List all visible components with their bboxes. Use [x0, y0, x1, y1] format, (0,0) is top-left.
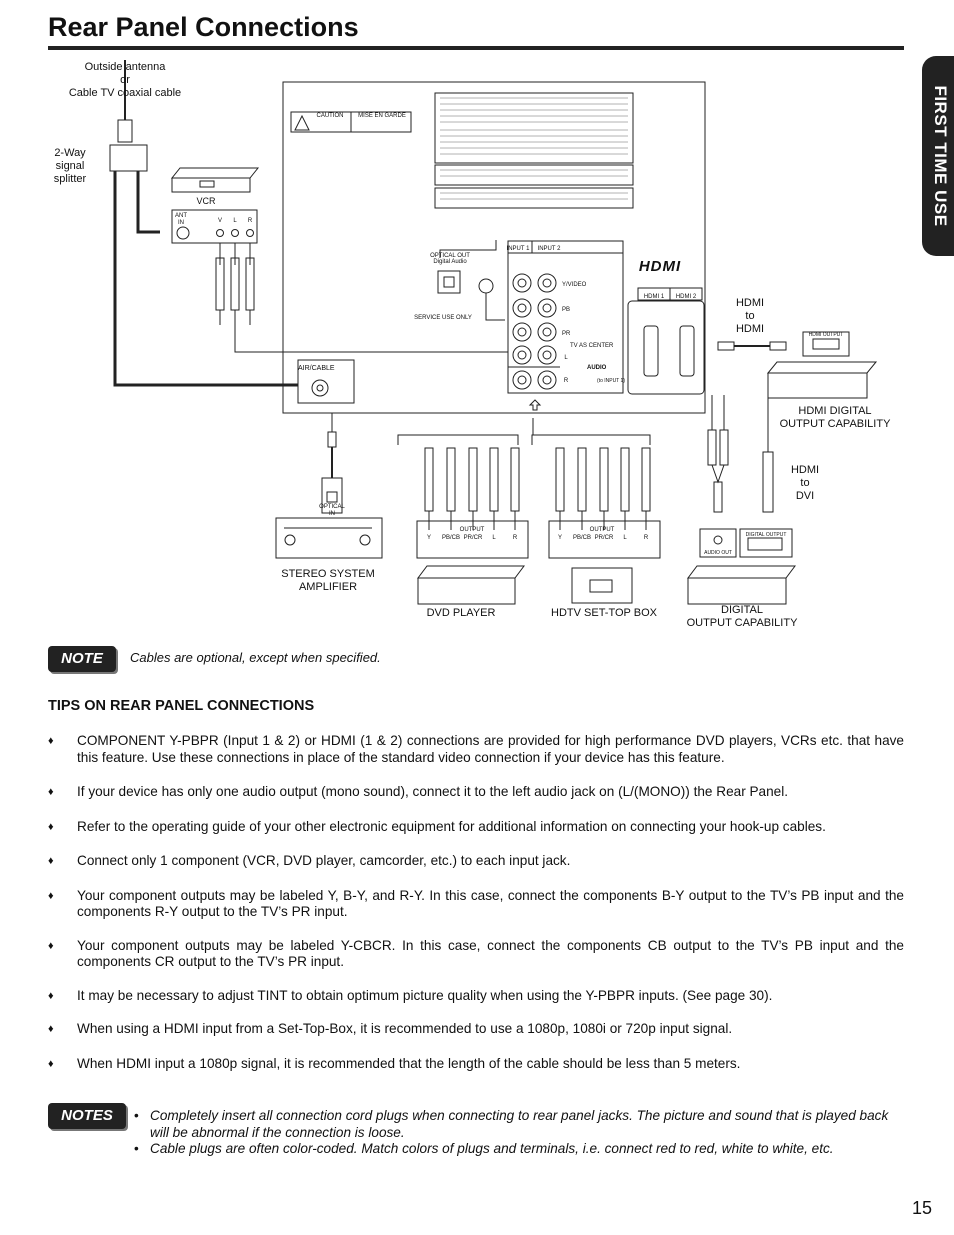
dvd-jack-pr: PR/CR — [463, 535, 483, 541]
title-rule — [48, 46, 904, 50]
hdtv-box-label: HDTV SET-TOP BOX — [551, 607, 657, 619]
optical-out-jack — [438, 271, 460, 293]
dvd-jack-y: Y — [426, 535, 431, 541]
hdtv-jack-pr: PR/CR — [594, 535, 614, 541]
side-tab-label: FIRST TIME USE — [931, 85, 950, 227]
hdmi-to-dvi-3: DVI — [795, 490, 815, 502]
hdmi-digital-cap-1: HDMI DIGITAL — [798, 405, 872, 417]
antenna-label-2: or — [120, 74, 130, 86]
dvd-player — [418, 566, 524, 578]
tips-list — [48, 733, 904, 1072]
service-use-only-label: SERVICE USE ONLY — [414, 315, 472, 321]
vcr-l-label: L — [233, 218, 237, 224]
dvd-player-label: DVD PLAYER — [426, 607, 496, 619]
antenna-label-1: Outside antenna — [84, 61, 166, 73]
hdmi-port-2 — [680, 326, 694, 376]
vcr-ant-in-1: ANT — [175, 213, 187, 219]
note-text: Cables are optional, except when specified. — [130, 650, 381, 665]
digital-output-label: DIGITAL OUTPUT — [745, 532, 787, 538]
notes-list — [134, 1108, 904, 1158]
hdmi-to-dvi-2: to — [800, 477, 810, 489]
tips-heading: TIPS ON REAR PANEL CONNECTIONS — [48, 698, 315, 714]
hdmi2-label: HDMI 2 — [675, 294, 697, 300]
tip-item: ♦ Your component outputs may be labeled Y, B-Y, and R-Y. In this case, connect the components B-Y output to the TV’s PB input and the components R-Y output to the TV’s PR input. — [48, 888, 904, 921]
input1-label: INPUT 1 — [506, 246, 530, 252]
splitter-label-2: signal — [55, 160, 85, 172]
audio-r-label: R — [563, 378, 569, 384]
dvd-jack-r: R — [512, 535, 518, 541]
hdmi1-label: HDMI 1 — [643, 294, 665, 300]
splitter-label-1: 2-Way — [54, 147, 86, 159]
diagram-drawing — [0, 55, 954, 640]
dvd-jack-pb: PB/CB — [441, 535, 460, 541]
tip-item: ♦ When using a HDMI input from a Set-Top-Box, it is recommended to use a 1080p, 1080i or 720p input signal. — [48, 1021, 904, 1038]
dvd-cables — [425, 448, 519, 530]
hdtv-jack-y: Y — [557, 535, 562, 541]
notes-item: • Completely insert all connection cord plugs when connecting to rear panel jacks. The picture and sound that is played back will be abnormal if the connection is loose. — [134, 1108, 904, 1141]
tip-item: ♦ When HDMI input a 1080p signal, it is recommended that the length of the cable should be less than 5 meters. — [48, 1056, 904, 1073]
notes-item: • Cable plugs are often color-coded. Match colors of plugs and terminals, i.e. connect red to red, white to white, etc. — [134, 1141, 904, 1158]
tip-item: ♦ COMPONENT Y-PBPR (Input 1 & 2) or HDMI (1 & 2) connections are provided for high performance DVD players, VCRs etc. that have this feature. Use these connections in place of the standard video connection if your device has this feature. — [48, 733, 904, 766]
input2-label: INPUT 2 — [537, 246, 561, 252]
audio-out-label: AUDIO OUT — [704, 550, 732, 556]
splitter-label-3: splitter — [53, 173, 87, 185]
service-jack — [479, 279, 493, 293]
tv-as-center-label: TV AS CENTER — [570, 343, 614, 349]
hdtv-box — [572, 568, 632, 603]
tip-item: ♦ If your device has only one audio output (mono sound), connect it to the left audio jack on (L/(MONO)) the Rear Panel. — [48, 784, 904, 801]
antenna-label-3: Cable TV coaxial cable — [68, 87, 182, 99]
pb-label: PB — [562, 307, 571, 313]
audio-label: AUDIO — [587, 365, 607, 371]
vcr-ant-in-2: IN — [178, 220, 184, 226]
dolby-text-box — [435, 165, 633, 185]
hdmi-output-label: HDMI OUTPUT — [808, 332, 844, 338]
hdmi-port-1 — [644, 326, 658, 376]
dvd-jack-l: L — [492, 535, 496, 541]
hdmi-panel — [628, 301, 704, 394]
warning-text-box — [435, 93, 633, 163]
hdtv-jack-r: R — [643, 535, 649, 541]
hdmi-device — [768, 362, 876, 373]
amplifier — [276, 518, 382, 558]
digital-cap-2: OUTPUT CAPABILITY — [686, 617, 798, 629]
air-cable-label: AIR/CABLE — [298, 365, 335, 372]
hdmi-digital-cap-2: OUTPUT CAPABILITY — [779, 418, 891, 430]
notes-badge: NOTES — [48, 1103, 126, 1129]
tip-item: ♦ Your component outputs may be labeled Y-CBCR. In this case, connect the components CB output to the TV’s PB input and the components CR output to the TV’s PR input. — [48, 938, 904, 971]
dolby-fr-text-box — [435, 188, 633, 208]
splitter — [110, 145, 147, 171]
hdmi-to-dvi-1: HDMI — [790, 464, 820, 476]
hdtv-cables — [556, 448, 650, 530]
optical-in-2: IN — [329, 511, 335, 517]
caution-text: CAUTION — [316, 113, 344, 119]
hdmi-logo: HDMI — [638, 258, 682, 275]
hdmi-to-hdmi-3: HDMI — [735, 323, 765, 335]
stereo-label-2: AMPLIFIER — [298, 581, 358, 593]
hdtv-jack-l: L — [623, 535, 627, 541]
vcr-v-label: V — [217, 218, 222, 224]
hdtv-jack-pb: PB/CB — [572, 535, 591, 541]
audio-l-label: L — [564, 355, 568, 361]
page-title: Rear Panel Connections — [48, 12, 359, 42]
to-input1-label: (to INPUT 1) — [597, 378, 625, 384]
hdmi-to-hdmi-2: to — [745, 310, 755, 322]
tip-item: ♦ Refer to the operating guide of your other electronic equipment for additional information on connecting your hook-up cables. — [48, 819, 904, 836]
digital-device — [688, 566, 795, 578]
digital-audio-label: Digital Audio — [433, 259, 467, 265]
stereo-label-1: STEREO SYSTEM — [281, 568, 375, 580]
mise-en-garde-text: MISE EN GARDE — [358, 113, 406, 119]
vcr-device — [172, 168, 258, 178]
vcr-label: VCR — [196, 196, 216, 206]
dvd-output-label: OUTPUT — [459, 527, 485, 533]
digital-cap-1: DIGITAL — [721, 604, 763, 616]
vcr-r-label: R — [247, 218, 253, 224]
tip-item: ♦ It may be necessary to adjust TINT to obtain optimum picture quality when using the Y-PBPR inputs. (See page 30). — [48, 988, 904, 1005]
optical-in-1: OPTICAL — [319, 504, 345, 510]
page-number: 15 — [912, 1198, 933, 1218]
air-cable-jack — [312, 380, 328, 396]
optical-out-label: OPTICAL OUT — [430, 253, 470, 259]
tip-item: ♦ Connect only 1 component (VCR, DVD player, camcorder, etc.) to each input jack. — [48, 853, 904, 870]
connection-diagram — [0, 55, 954, 640]
y-video-label: Y/VIDEO — [562, 282, 587, 288]
note-badge: NOTE — [48, 646, 116, 672]
input-jacks — [513, 274, 556, 389]
hdtv-output-label: OUTPUT — [589, 527, 615, 533]
pr-label: PR — [562, 331, 571, 337]
hdmi-to-hdmi-1: HDMI — [735, 297, 765, 309]
